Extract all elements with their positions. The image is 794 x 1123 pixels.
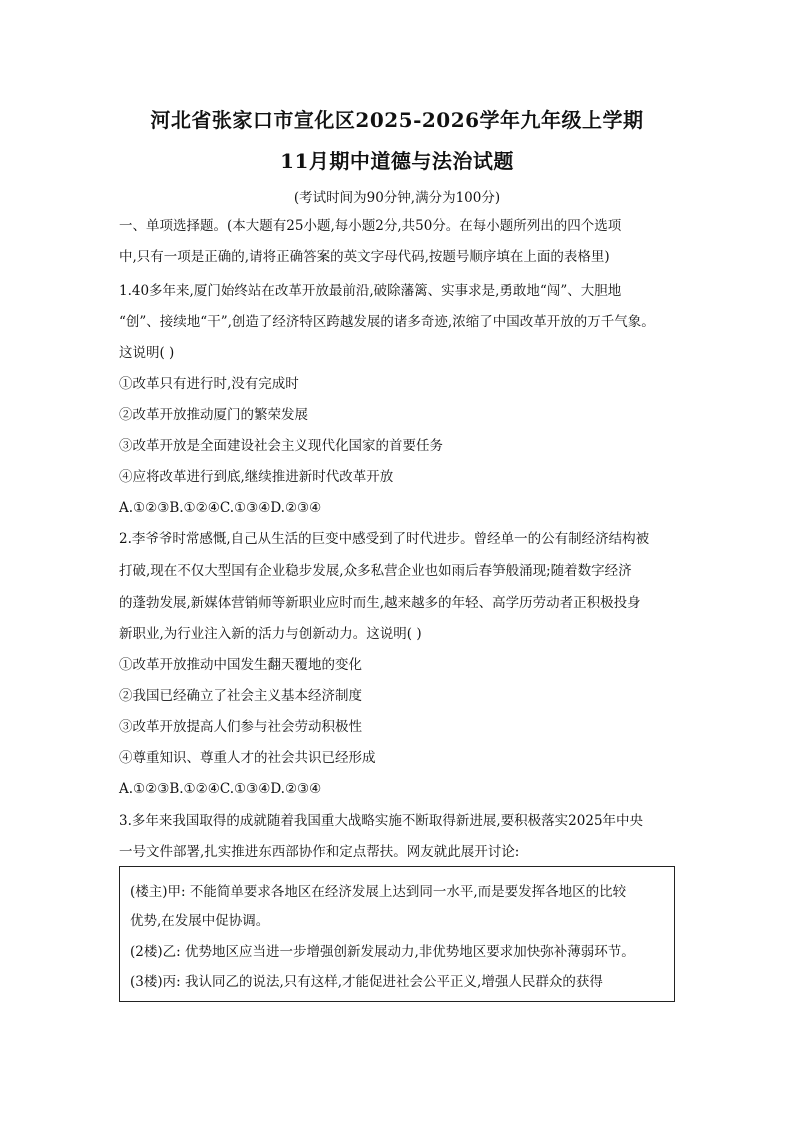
q1-stem-line1: 1.40多年来,厦门始终站在改革开放最前沿,破除藩篱、实事求是,勇敢地“闯”、大胆地 — [119, 283, 622, 299]
q2-stem-line2: 打破,现在不仅大型国有企业稳步发展,众多私营企业也如雨后春笋般涌现;随着数字经济 — [119, 563, 632, 579]
discussion-post-1-line2: 优势,在发展中促协调。 — [130, 913, 270, 929]
q2-choices: A.①②③B.①②④C.①③④D.②③④ — [119, 781, 322, 797]
discussion-box — [119, 866, 675, 1002]
q2-stem-line4: 新职业,为行业注入新的活力与创新动力。这说明( ) — [119, 626, 422, 642]
section-instructions-line1: 一、单项选择题。(本大题有25小题,每小题2分,共50分。在每小题所列出的四个选项 — [119, 218, 622, 234]
q2-option-2: ②我国已经确立了社会主义基本经济制度 — [119, 688, 362, 704]
q2-option-1: ①改革开放推动中国发生翻天覆地的变化 — [119, 657, 362, 673]
q3-stem-line2: 一号文件部署,扎实推进东西部协作和定点帮扶。网友就此展开讨论: — [119, 844, 520, 860]
discussion-post-3: (3楼)丙: 我认同乙的说法,只有这样,才能促进社会公平正义,增强人民群众的获得 — [130, 974, 603, 990]
q2-option-3: ③改革开放提高人们参与社会劳动积极性 — [119, 719, 362, 735]
q2-option-4: ④尊重知识、尊重人才的社会共识已经形成 — [119, 750, 376, 766]
q1-stem-line3: 这说明( ) — [119, 345, 175, 361]
discussion-post-2: (2楼)乙: 优势地区应当进一步增强创新发展动力,非优势地区要求加快弥补薄弱环节。 — [130, 944, 635, 960]
section-instructions-line2: 中,只有一项是正确的,请将正确答案的英文字母代码,按题号顺序填在上面的表格里) — [119, 249, 610, 265]
exam-info: (考试时间为90分钟,满分为100分) — [293, 190, 501, 206]
q1-stem-line2: “创”、接续地“干”,创造了经济特区跨越发展的诸多奇迹,浓缩了中国改革开放的万千气象。 — [119, 314, 655, 330]
q1-option-4: ④应将改革进行到底,继续推进新时代改革开放 — [119, 469, 394, 485]
page-title-line2: 11月期中道德与法治试题 — [280, 149, 514, 173]
q2-stem-line1: 2.李爷爷时常感慨,自己从生活的巨变中感受到了时代进步。曾经单一的公有制经济结构被 — [119, 531, 650, 547]
q1-option-1: ①改革只有进行时,没有完成时 — [119, 376, 299, 392]
q2-stem-line3: 的蓬勃发展,新媒体营销师等新职业应时而生,越来越多的年轻、高学历劳动者正积极投身 — [119, 595, 641, 611]
q1-option-2: ②改革开放推动厦门的繁荣发展 — [119, 407, 308, 423]
q1-choices: A.①②③B.①②④C.①③④D.②③④ — [119, 500, 322, 516]
discussion-post-1-line1: (楼主)甲: 不能简单要求各地区在经济发展上达到同一水平,而是要发挥各地区的比较 — [130, 884, 627, 900]
q1-option-3: ③改革开放是全面建设社会主义现代化国家的首要任务 — [119, 438, 443, 454]
page-title-line1: 河北省张家口市宣化区2025-2026学年九年级上学期 — [150, 108, 644, 132]
q3-stem-line1: 3.多年来我国取得的成就随着我国重大战略实施不断取得新进展,要积极落实2025年中央 — [119, 813, 644, 829]
